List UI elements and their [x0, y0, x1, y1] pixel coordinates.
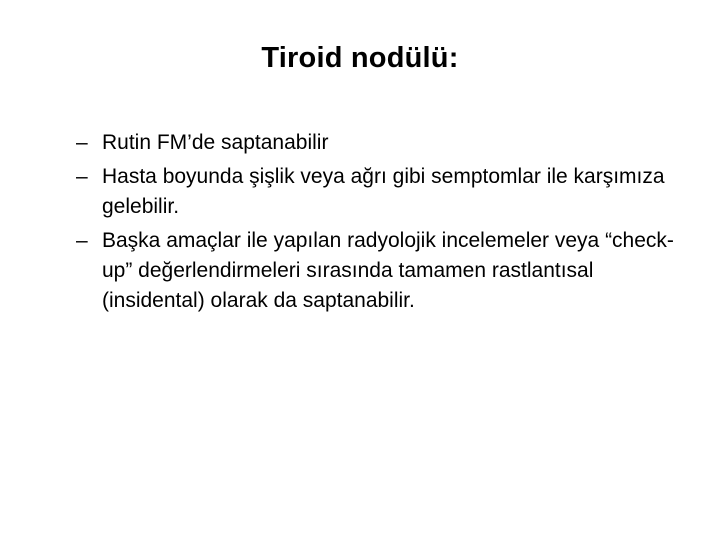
- bullet-list: [76, 128, 696, 320]
- bullet-marker: –: [76, 165, 88, 188]
- bullet-text: Başka amaçlar ile yapılan radyolojik incelemeler veya “check-up” değerlendirmeleri sırasında tamamen rastlantısal (insidental) olarak da saptanabilir.: [102, 229, 674, 312]
- bullet-marker: –: [76, 131, 88, 154]
- bullet-item-2: [76, 162, 696, 222]
- slide-title: Tiroid nodülü:: [261, 42, 459, 74]
- bullet-text: Hasta boyunda şişlik veya ağrı gibi semptomlar ile karşımıza gelebilir.: [102, 165, 665, 218]
- bullet-item-1: [76, 128, 696, 158]
- bullet-item-3: [76, 226, 696, 316]
- bullet-marker: –: [76, 229, 88, 252]
- bullet-text: Rutin FM’de saptanabilir: [102, 131, 329, 154]
